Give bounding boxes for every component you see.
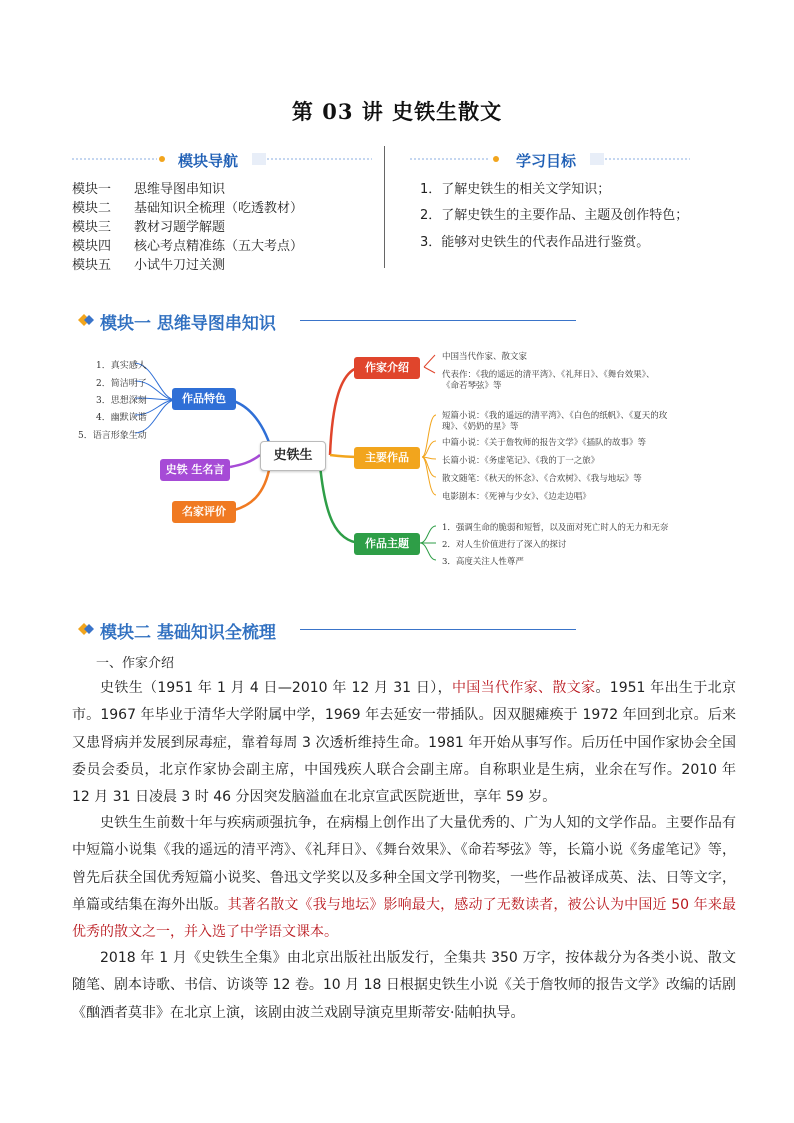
feature-item-1: 1．真实感人 [96, 361, 147, 371]
theme-item-3: 3．高度关注人性尊严 [442, 557, 524, 567]
goal-item-3: 3．能够对史铁生的代表作品进行鉴赏。 [420, 235, 650, 250]
nav-item-4[interactable]: 模块四 核心考点精准练（五大考点） [72, 239, 304, 254]
module1-rule [300, 320, 576, 321]
paragraph-3: 2018 年 1 月《史铁生全集》由北京出版社出版发行，全集共 350 万字，按体裁分为各类小说、散文随笔、剧本诗歌、书信、访谈等 12 卷。10 月 18 日根据史铁生小说《关于詹牧师的报告文学》改编的话剧《酗酒者莫非》在北京上演，该剧由波兰戏剧导演克里斯蒂安·陆帕执导。 [72, 950, 736, 1021]
highlight-famous-essay: 其著名散文《我与地坛》影响最大，感动了无数读者，被公认为中国近 50 年来最优秀的散文之一，并入选了中学语文课本。 [72, 896, 737, 941]
module1-icon [76, 312, 96, 332]
goals-heading: 学习目标 [516, 152, 577, 170]
section-author-intro: 一、作家介绍 [96, 656, 175, 671]
nav-item-3[interactable]: 模块三 教材习题学解题 [72, 220, 226, 235]
works-item-1: 短篇小说：《我的遥远的清平湾》、《白色的纸帆》、《夏天的玫 [442, 411, 668, 421]
works-item-6: 电影剧本：《死神与少女》、《边走边唱》 [442, 492, 591, 502]
highlight-author-identity: 中国当代作家、散文家 [451, 680, 596, 696]
nav-item-5[interactable]: 模块五 小试牛刀过关测 [72, 258, 226, 273]
mind-map [70, 345, 730, 575]
works-item-5: 散文随笔：《秋天的怀念》、《合欢树》、《我与地坛》等 [442, 474, 642, 484]
module2-heading: 模块二 基础知识全梳理 [100, 623, 276, 643]
page-title: 第 03 讲 史铁生散文 [291, 99, 503, 124]
mind-map-center: 史铁生 [260, 441, 326, 471]
branch-intro: 作家介绍 [354, 357, 420, 379]
paragraph-1: 史铁生（1951 年 1 月 4 日—2010 年 12 月 31 日），中国当代作家、散文家。1951 年出生于北京市。1967 年毕业于清华大学附属中学，1969 年去延安一带插队。因双腿瘫痪于 1972 年回到北京。后来又患肾病并发展到尿毒症，靠着每周 3 次透析维持生命。1981 年开始从事写作。后历任中国作家协会全国委员会委员，北京作家协会副主席，中国残疾人联合会副主席。自称职业是生病，业余在写作。2010 年 12 月 31 日凌晨 3 时 46 分因突发脑溢血在北京宣武医院逝世，享年 59 岁。 [72, 680, 736, 806]
feature-item-5: 5．语言形象生动 [78, 431, 147, 441]
paragraph-2: 史铁生生前数十年与疾病顽强抗争，在病榻上创作出了大量优秀的、广为人知的文学作品。主要作品有中短篇小说集《我的遥远的清平湾》、《礼拜日》、《舞台效果》、《命若琴弦》等，长篇小说《务虚笔记》等，曾先后获全国优秀短篇小说奖、鲁迅文学奖以及多种全国文学刊物奖，一些作品被译成英、法、日等文字，单篇或结集在海外出版。其著名散文《我与地坛》影响最大，感动了无数读者，被公认为中国近 50 年来最优秀的散文之一，并入选了中学语文课本。 [72, 815, 737, 941]
column-divider [384, 146, 385, 268]
goal-item-1: 1．了解史铁生的相关文学知识； [420, 182, 611, 197]
module1-heading: 模块一 思维导图串知识 [100, 314, 276, 334]
intro-item-1: 中国当代作家、散文家 [442, 352, 528, 362]
module2-rule [300, 629, 576, 630]
branch-reviews: 名家评价 [172, 501, 236, 523]
branch-quotes: 史铁 生名言 [160, 459, 230, 481]
branch-themes: 作品主题 [354, 533, 420, 555]
feature-item-4: 4．幽默诙谐 [96, 413, 147, 423]
theme-item-1: 1．强调生命的脆弱和短暂，以及面对死亡时人的无力和无奈 [442, 523, 669, 533]
branch-works: 主要作品 [354, 447, 420, 469]
intro-item-3: 《命若琴弦》等 [442, 381, 502, 391]
goal-item-2: 2．了解史铁生的主要作品、主题及创作特色； [420, 208, 689, 223]
intro-item-2: 代表作：《我的遥远的清平湾》、《礼拜日》、《舞台效果》、 [442, 370, 655, 380]
works-item-3: 中篇小说：《关于詹牧师的报告文学》《插队的故事》等 [442, 438, 647, 448]
works-item-2: 瑰》、《奶奶的星》等 [442, 422, 519, 432]
feature-item-2: 2．简洁明了 [96, 379, 147, 389]
theme-item-2: 2．对人生价值进行了深入的探讨 [442, 540, 567, 550]
nav-heading: 模块导航 [178, 152, 239, 170]
works-item-4: 长篇小说：《务虚笔记》、《我的丁一之旅》 [442, 456, 600, 466]
feature-item-3: 3．思想深刻 [96, 396, 147, 406]
module2-icon [76, 621, 96, 641]
branch-features: 作品特色 [172, 388, 236, 410]
nav-item-1[interactable]: 模块一 思维导图串知识 [72, 182, 226, 197]
nav-item-2[interactable]: 模块二 基础知识全梳理（吃透教材） [72, 201, 304, 216]
